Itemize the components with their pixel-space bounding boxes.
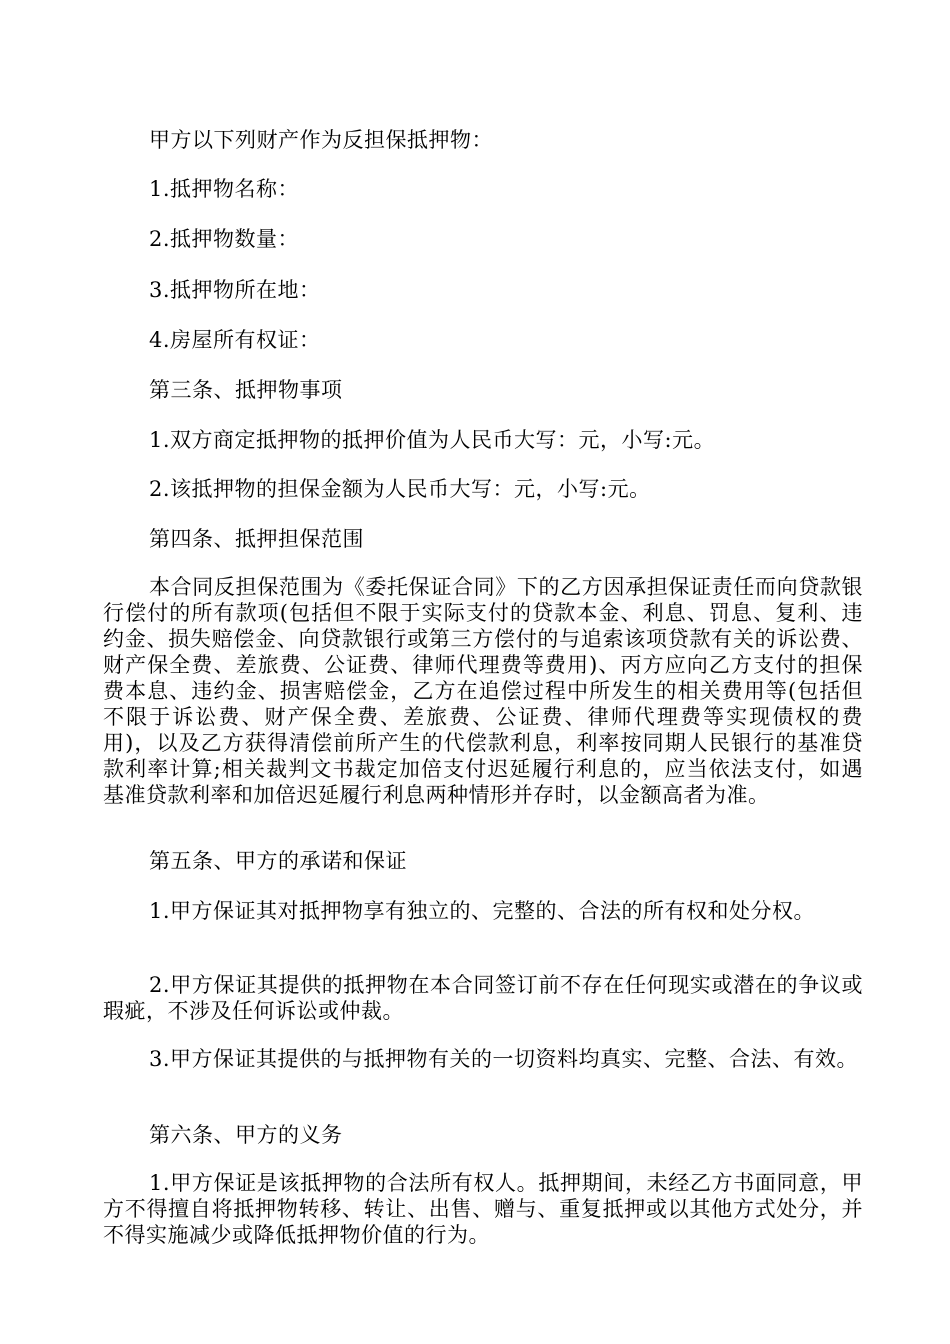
- section-heading-article-4: 第四条、抵押担保范围: [149, 527, 364, 551]
- section-heading-article-6: 第六条、甲方的义务: [149, 1123, 343, 1147]
- article-6-clause-1: 1.甲方保证是该抵押物的合法所有权人。抵押期间，未经乙方书面同意，甲方不得擅自将抵押物转移、转让、出售、赠与、重复抵押或以其他方式处分，并不得实施减少或降低抵押物价值的行为。: [103, 1171, 863, 1247]
- item-property-certificate: 4.房屋所有权证：: [149, 328, 321, 352]
- article-3-clause-2: 2.该抵押物的担保金额为人民币大写：元，小写:元。: [149, 477, 651, 501]
- article-5-clause-2: 2.甲方保证其提供的抵押物在本合同签订前不存在任何现实或潜在的争议或瑕疵，不涉及任何诉讼或仲裁。: [103, 973, 863, 1023]
- article-3-clause-1: 1.双方商定抵押物的抵押价值为人民币大写：元，小写:元。: [149, 428, 716, 452]
- article-5-clause-1: 1.甲方保证其对抵押物享有独立的、完整的、合法的所有权和处分权。: [149, 899, 816, 923]
- section-heading-article-3: 第三条、抵押物事项: [149, 378, 343, 402]
- item-collateral-location: 3.抵押物所在地：: [149, 278, 321, 302]
- intro-paragraph: 甲方以下列财产作为反担保抵押物：: [149, 128, 493, 152]
- article-5-clause-3: 3.甲方保证其提供的与抵押物有关的一切资料均真实、完整、合法、有效。: [149, 1047, 859, 1071]
- section-heading-article-5: 第五条、甲方的承诺和保证: [149, 849, 407, 873]
- item-collateral-quantity: 2.抵押物数量：: [149, 227, 300, 251]
- article-4-body: 本合同反担保范围为《委托保证合同》下的乙方因承担保证责任而向贷款银行偿付的所有款项(包括但不限于实际支付的贷款本金、利息、罚息、复利、违约金、损失赔偿金、向贷款银行或第三方偿付的与追索该项贷款有关的诉讼费、财产保全费、差旅费、公证费、律师代理费等费用)、丙方应向乙方支付的担保费本息、违约金、损害赔偿金，乙方在追偿过程中所发生的相关费用等(包括但不限于诉讼费、财产保全费、差旅费、公证费、律师代理费等实现债权的费用)，以及乙方获得清偿前所产生的代偿款利息，利率按同期人民银行的基准贷款利率计算;相关裁判文书裁定加倍支付迟延履行利息的，应当依法支付，如遇基准贷款利率和加倍迟延履行利息两种情形并存时，以金额高者为准。: [103, 575, 863, 807]
- item-collateral-name: 1.抵押物名称：: [149, 177, 300, 201]
